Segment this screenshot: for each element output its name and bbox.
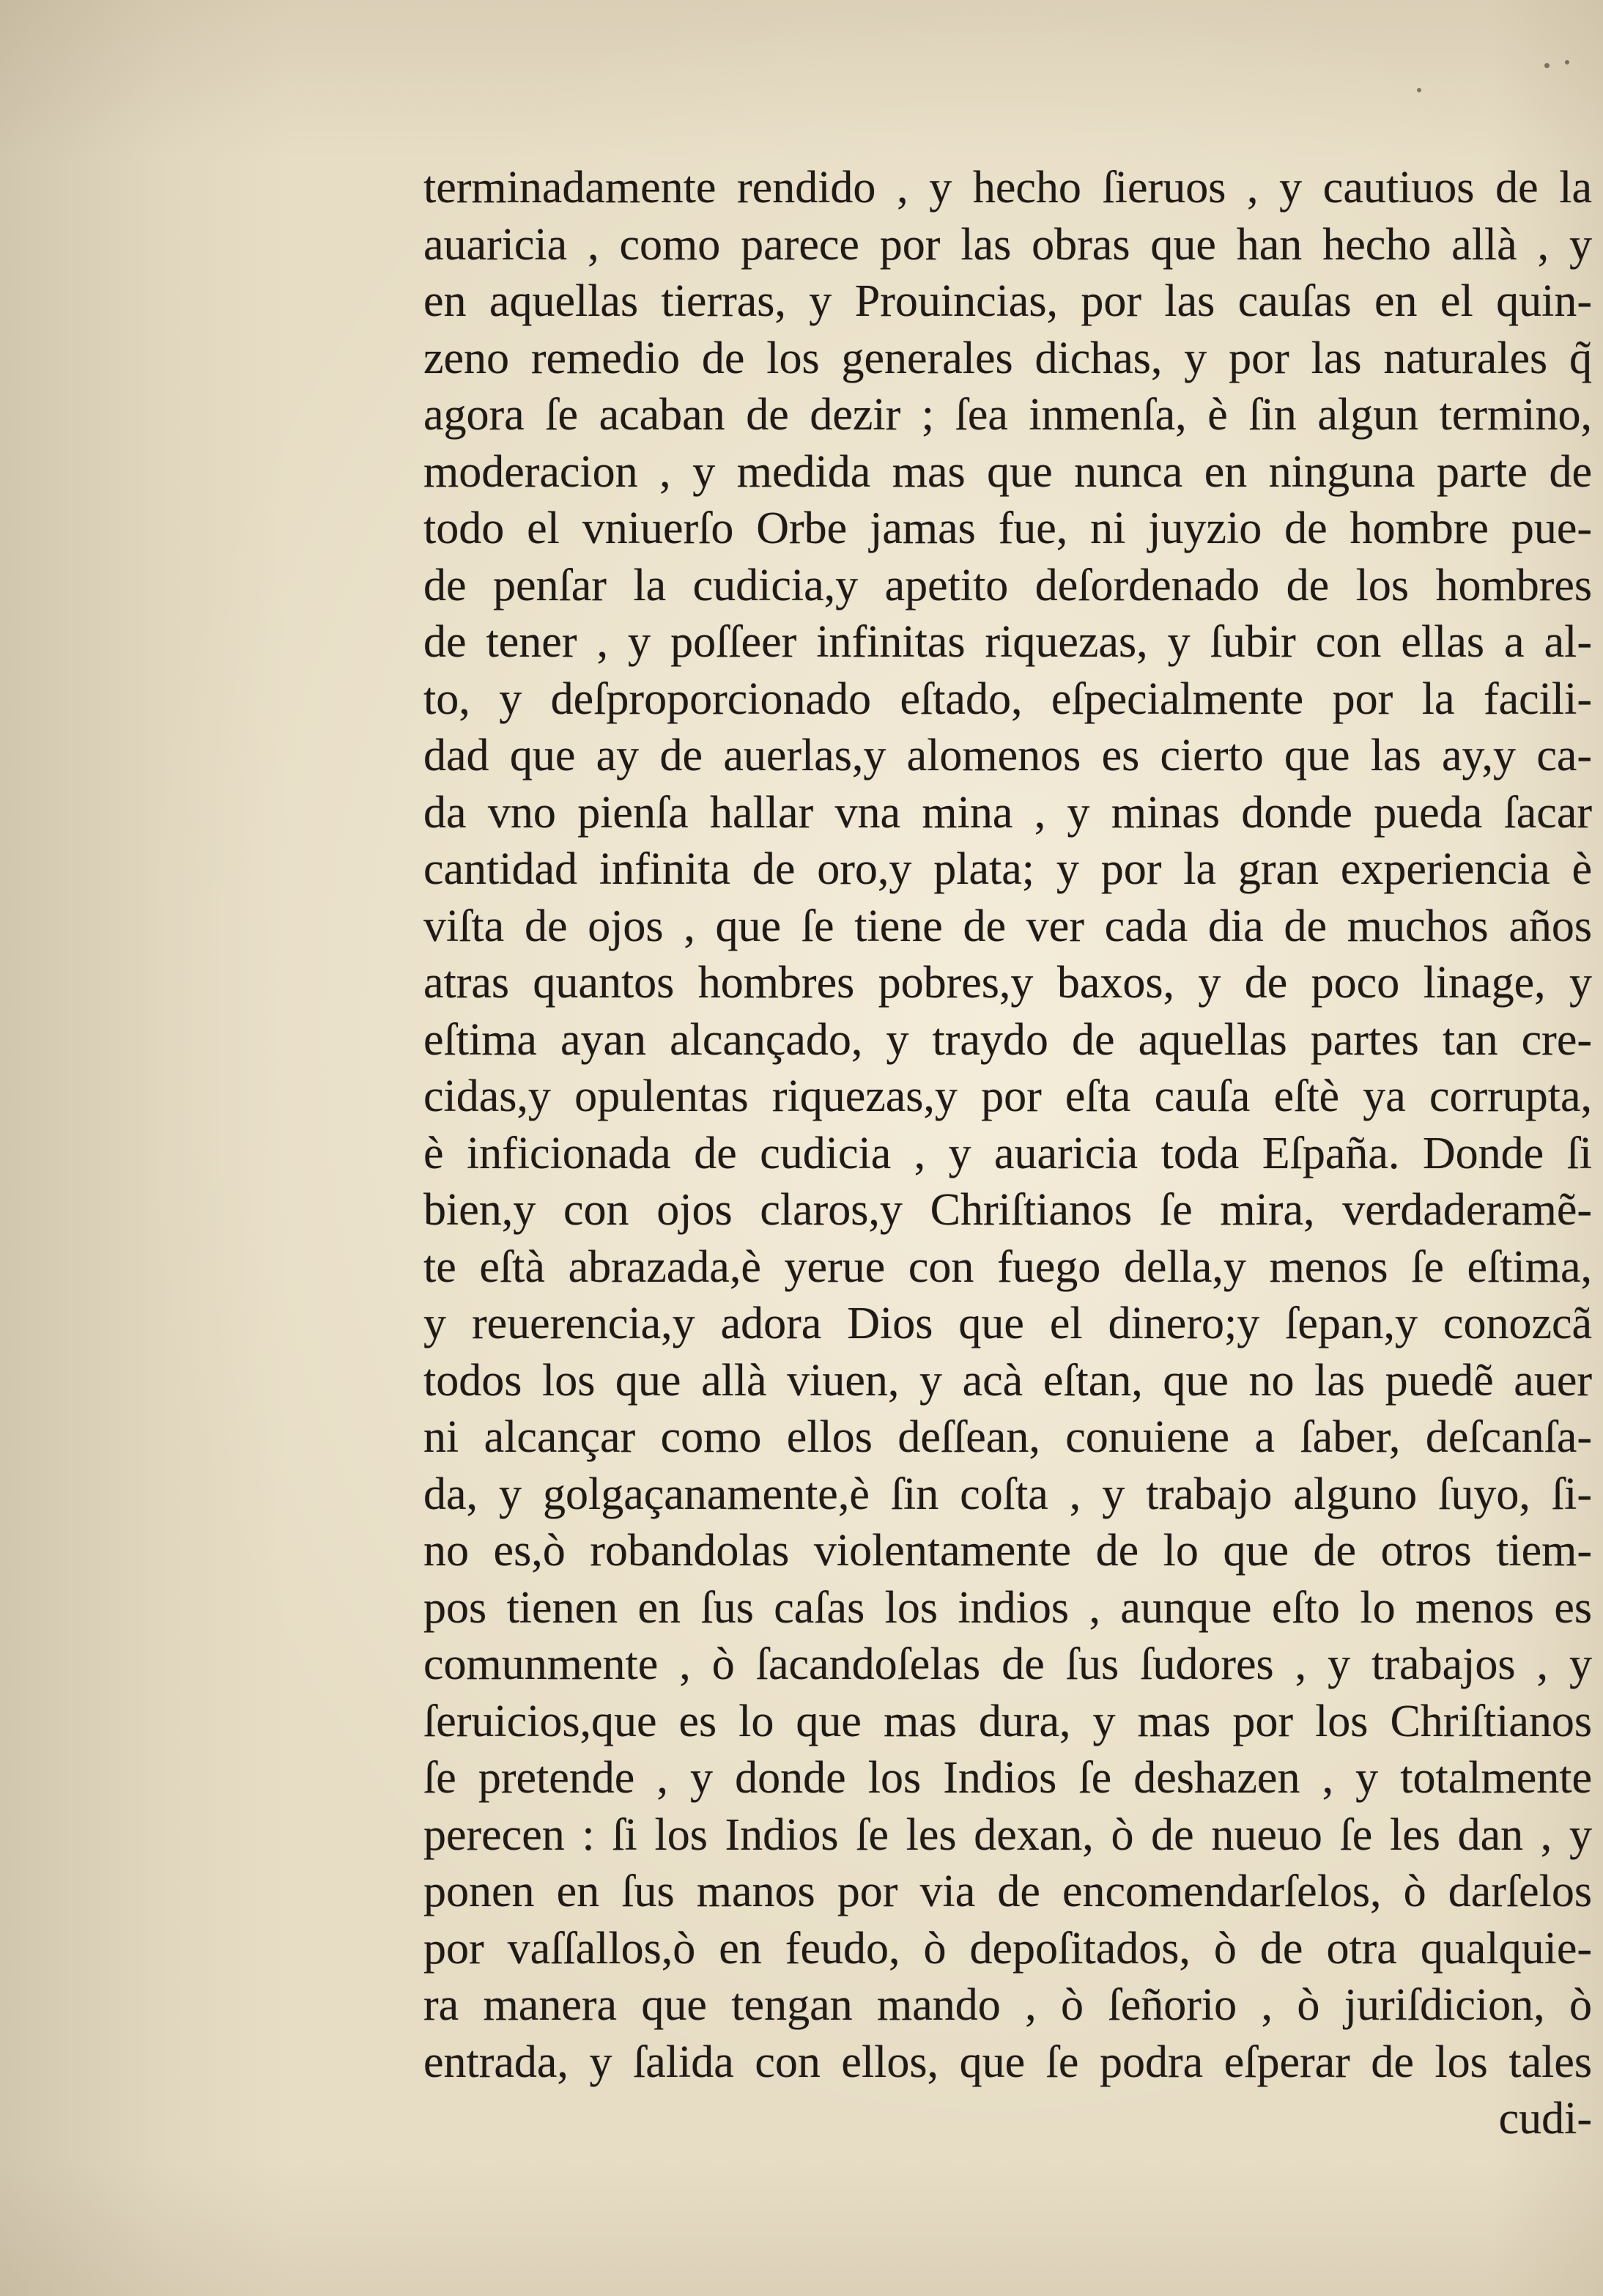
- text-line: comunmente , ò ſacandoſelas de ſus ſudores , y trabajos , y: [423, 1639, 1592, 1689]
- text-line: bien,y con ojos claros,y Chriſtianos ſe mira, verdaderamẽ-: [423, 1185, 1592, 1235]
- ink-spot: [1417, 88, 1421, 92]
- text-line: te eſtà abrazada,è yerue con fuego della,y menos ſe eſtima,: [423, 1241, 1592, 1292]
- text-line: de tener , y poſſeer infinitas riquezas, y ſubir con ellas a al-: [423, 617, 1592, 667]
- text-line: cidas,y opulentas riquezas,y por eſta cauſa eſtè ya corrupta,: [423, 1071, 1592, 1121]
- text-line: todos los que allà viuen, y acà eſtan, que no las puedẽ auer: [423, 1355, 1592, 1406]
- ink-spot: [1565, 60, 1569, 64]
- text-line: perecen : ſi los Indios ſe les dexan, ò de nueuo ſe les dan , y: [423, 1809, 1592, 1860]
- text-line: to, y deſproporcionado eſtado, eſpecialmente por la facili-: [423, 673, 1592, 724]
- text-block: [423, 160, 1592, 2148]
- text-line: ni alcançar como ellos deſſean, conuiene a ſaber, deſcanſa-: [423, 1412, 1592, 1462]
- text-line: por vaſſallos,ò en feudo, ò depoſitados, ò de otra qualquie-: [423, 1923, 1592, 1974]
- text-line: agora ſe acaban de dezir ; ſea inmenſa, è ſin algun termino,: [423, 390, 1592, 440]
- text-line: y reuerencia,y adora Dios que el dinero;y ſepan,y conozcã: [423, 1299, 1592, 1348]
- text-line: no es,ò robandolas violentamente de lo que de otros tiem-: [423, 1526, 1592, 1576]
- text-line: ponen en ſus manos por via de encomendarſelos, ò darſelos: [423, 1867, 1592, 1916]
- catchword: cudi-: [1498, 2094, 1592, 2144]
- text-line: terminadamente rendido , y hecho ſieruos , y cautiuos de la: [423, 163, 1592, 213]
- text-line: pos tienen en ſus caſas los indios , aunque eſto lo menos es: [423, 1582, 1592, 1633]
- text-line: da, y golgaçanamente,è ſin coſta , y trabajo alguno ſuyo, ſi-: [423, 1469, 1592, 1519]
- text-line: atras quantos hombres pobres,y baxos, y de poco linage, y: [423, 958, 1592, 1008]
- text-line: ſeruicios,que es lo que mas dura, y mas por los Chriſtianos: [423, 1696, 1592, 1746]
- text-line: entrada, y ſalida con ellos, que ſe podra eſperar de los tales: [423, 2037, 1592, 2087]
- text-line: viſta de ojos , que ſe tiene de ver cada dia de muchos años: [423, 901, 1592, 951]
- text-line: zeno remedio de los generales dichas, y por las naturales q̃: [423, 333, 1592, 383]
- text-line: dad que ay de auerlas,y alomenos es cierto que las ay,y ca-: [423, 731, 1592, 780]
- text-line: cantidad infinita de oro,y plata; y por la gran experiencia è: [423, 844, 1592, 894]
- text-line: da vno pienſa hallar vna mina , y minas donde pueda ſacar: [423, 787, 1592, 838]
- text-line: de penſar la cudicia,y apetito deſordenado de los hombres: [423, 560, 1592, 610]
- text-line: moderacion , y medida mas que nunca en ninguna parte de: [423, 446, 1592, 497]
- text-line: ra manera que tengan mando , ò ſeñorio , ò juriſdicion, ò: [423, 1980, 1592, 2030]
- text-line: è inficionada de cudicia , y auaricia toda Eſpaña. Donde ſi: [423, 1128, 1592, 1178]
- text-line: auaricia , como parece por las obras que han hecho allà , y: [423, 219, 1592, 270]
- text-line: todo el vniuerſo Orbe jamas fue, ni juyzio de hombre pue-: [423, 503, 1592, 553]
- text-line: eſtima ayan alcançado, y traydo de aquellas partes tan cre-: [423, 1014, 1592, 1065]
- text-line: ſe pretende , y donde los Indios ſe deshazen , y totalmente: [423, 1753, 1592, 1803]
- ink-spot: [1544, 63, 1550, 68]
- text-line: en aquellas tierras, y Prouincias, por las cauſas en el quin-: [423, 276, 1592, 326]
